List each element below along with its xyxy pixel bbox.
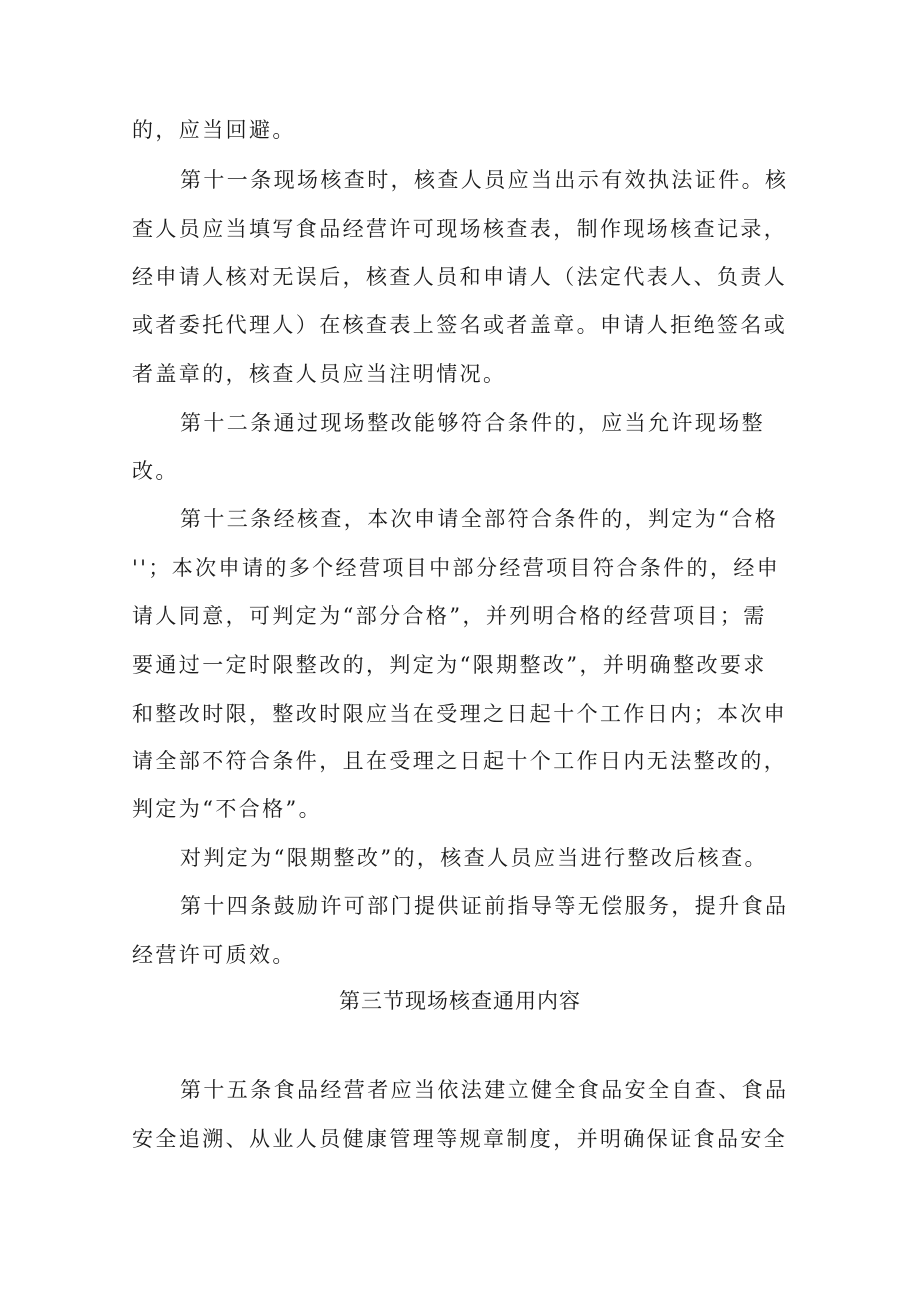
paragraph-line: 改。	[132, 459, 179, 483]
paragraph-line: 请人同意，可判定为“部分合格”，并列明合格的经营项目；需	[132, 604, 767, 628]
paragraph-line: 请全部不符合条件，且在受理之日起十个工作日内无法整改的，	[132, 749, 788, 773]
paragraph-line: 要通过一定时限整改的，判定为“限期整改”，并明确整改要求	[132, 653, 767, 677]
paragraph-line: 者盖章的，核查人员应当注明情况。	[132, 362, 507, 386]
paragraph-line: 第十一条现场核查时，核查人员应当出示有效执法证件。核	[180, 168, 789, 192]
paragraph-line: 或者委托代理人）在核查表上签名或者盖章。申请人拒绝签名或	[132, 313, 788, 337]
paragraph-line: 第十二条通过现场整改能够符合条件的，应当允许现场整	[180, 411, 765, 435]
paragraph-line: 查人员应当填写食品经营许可现场核查表，制作现场核查记录，	[132, 217, 788, 241]
paragraph-line: 经营许可质效。	[132, 943, 296, 967]
paragraph-line: 对判定为“限期整改”的，核查人员应当进行整改后核查。	[180, 846, 768, 870]
paragraph-line: 和整改时限，整改时限应当在受理之日起十个工作日内；本次申	[132, 702, 788, 726]
paragraph-line: 的，应当回避。	[132, 118, 296, 142]
paragraph-line: 经申请人核对无误后，核查人员和申请人（法定代表人、负责人	[132, 265, 788, 289]
paragraph-line: ''；本次申请的多个经营项目中部分经营项目符合条件的，经申	[132, 556, 781, 580]
paragraph-line: 第十五条食品经营者应当依法建立健全食品安全自查、食品	[180, 1078, 789, 1102]
paragraph-line: 安全追溯、从业人员健康管理等规章制度，并明确保证食品安全	[132, 1127, 788, 1151]
paragraph-line: 第十三条经核查，本次申请全部符合条件的，判定为“合格	[180, 507, 779, 531]
section-heading: 第三节现场核查通用内容	[339, 989, 581, 1013]
paragraph-line: 第十四条鼓励许可部门提供证前指导等无偿服务，提升食品	[180, 894, 789, 918]
paragraph-line: 判定为“不合格”。	[132, 797, 323, 821]
